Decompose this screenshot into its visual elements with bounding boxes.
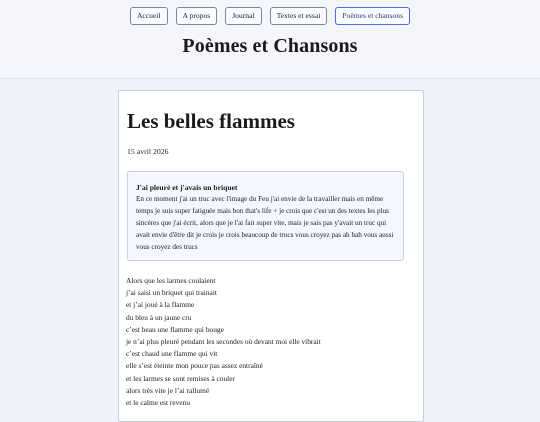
nav-journal[interactable]: Journal — [225, 7, 261, 25]
nav-accueil[interactable]: Accueil — [130, 7, 168, 25]
author-note — [127, 171, 404, 261]
nav-a-propos[interactable]: A propos — [176, 7, 218, 25]
main-nav — [0, 7, 540, 25]
poem-line: et le calme est revenu — [126, 398, 191, 408]
poem-body — [126, 275, 416, 409]
poem-line: et j’ai joué à la flamme — [126, 300, 195, 310]
poem-line: et les larmes se sont remises à couler — [126, 373, 235, 383]
poem-line: elle s’est éteinte mon pouce pas assez entraîné — [126, 361, 263, 371]
poem-line: c’est chaud une flamme qui vit — [126, 349, 218, 359]
header-divider — [0, 78, 540, 79]
nav-poemes-et-chansons[interactable]: Poèmes et chansons — [335, 7, 410, 25]
post-date: 15 avril 2026 — [127, 147, 169, 156]
post-card — [118, 90, 424, 422]
poem-line: j’ai saisi un briquet qui trainait — [126, 288, 217, 298]
page-title: Poèmes et Chansons — [182, 35, 358, 57]
poem-line: alors très vite je l’ai rallumé — [126, 385, 210, 395]
poem-line: Alors que les larmes coulaient — [126, 276, 216, 285]
note-body: En ce moment j'ai un truc avec l'image du Feu j'ai envie de la travailler mais en même temps je suis super fatiguée mais bon that's life + je crois que c'est un des textes les plus sincères que j'ai écrit, alors que je l'ai fait super vite, mais je sais pas y'avait un truc qui avait envie d'être dit je crois je crois beaucoup de trucs vous croyez pas ah bah vous aussi vous croyez des trucs — [136, 195, 394, 251]
poem-line: je n’ai plus pleuré pendant les secondes où devant moi elle vibrait — [126, 337, 321, 347]
post-title: Les belles flammes — [127, 109, 295, 133]
nav-textes-et-essai[interactable]: Textes et essai — [270, 7, 328, 25]
poem-line: du bleu à un jaune cru — [126, 312, 192, 322]
note-title: J'ai pleuré et j'avais un briquet — [136, 183, 238, 192]
poem-line: c’est beau une flamme qui bouge — [126, 324, 224, 334]
